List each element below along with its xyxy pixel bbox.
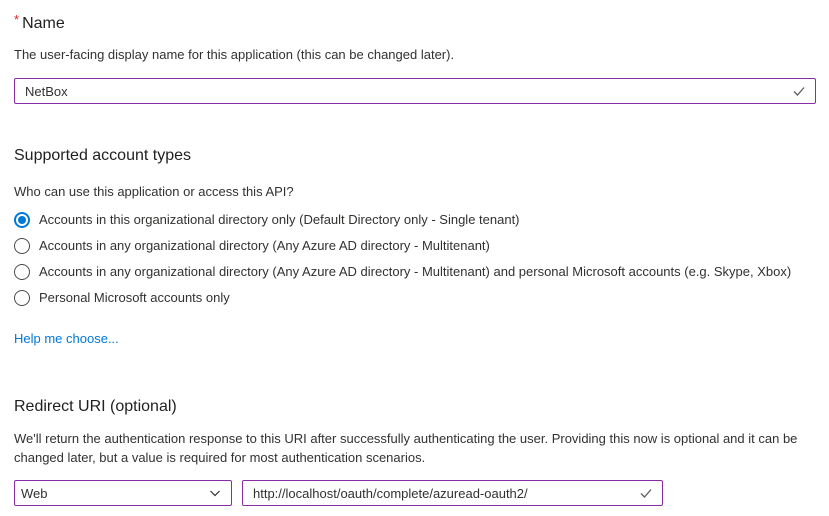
- valid-check-icon: [791, 83, 807, 99]
- name-input[interactable]: [15, 84, 791, 99]
- platform-select-container: [14, 480, 232, 506]
- supported-account-types-heading: Supported account types: [14, 147, 192, 164]
- radio-unselected-icon[interactable]: [14, 290, 30, 306]
- account-types-radio-group: [14, 207, 816, 311]
- radio-option-label: Accounts in this organizational directory only (Default Directory only - Single tenant): [39, 212, 520, 227]
- radio-option-personal-only[interactable]: [14, 285, 816, 311]
- chevron-down-icon: [207, 485, 223, 501]
- radio-option-label: Accounts in any organizational directory (Any Azure AD directory - Multitenant) and personal Microsoft accounts (e.g. Skype, Xbox): [39, 264, 792, 279]
- radio-selected-icon[interactable]: [14, 212, 30, 228]
- redirect-uri-heading: Redirect URI (optional): [14, 398, 177, 415]
- radio-option-label: Accounts in any organizational directory (Any Azure AD directory - Multitenant): [39, 238, 490, 253]
- radio-option-multitenant-personal[interactable]: [14, 259, 816, 285]
- redirect-uri-input-container: [242, 480, 663, 506]
- radio-option-multitenant[interactable]: [14, 233, 816, 259]
- redirect-uri-description: We'll return the authentication response to this URI after successfully authenticating the user. Providing this now is optional and it can be changed later, but a value is required for most authentication scenarios.: [14, 431, 798, 465]
- radio-option-single-tenant[interactable]: [14, 207, 816, 233]
- name-description: The user-facing display name for this application (this can be changed later).: [14, 47, 455, 62]
- name-heading-label: Name: [22, 15, 65, 32]
- account-types-question: Who can use this application or access this API?: [14, 184, 294, 199]
- redirect-uri-section: [14, 398, 816, 506]
- supported-account-types-section: [14, 147, 816, 348]
- name-section-heading: [14, 11, 816, 32]
- redirect-uri-input-row: [14, 480, 816, 506]
- radio-option-label: Personal Microsoft accounts only: [39, 290, 230, 305]
- help-me-choose-link[interactable]: Help me choose...: [14, 331, 119, 346]
- radio-unselected-icon[interactable]: [14, 238, 30, 254]
- valid-check-icon: [638, 485, 654, 501]
- required-asterisk: *: [14, 12, 20, 27]
- platform-select[interactable]: [15, 481, 207, 505]
- redirect-uri-input[interactable]: [243, 486, 638, 501]
- name-input-container: [14, 78, 816, 104]
- radio-unselected-icon[interactable]: [14, 264, 30, 280]
